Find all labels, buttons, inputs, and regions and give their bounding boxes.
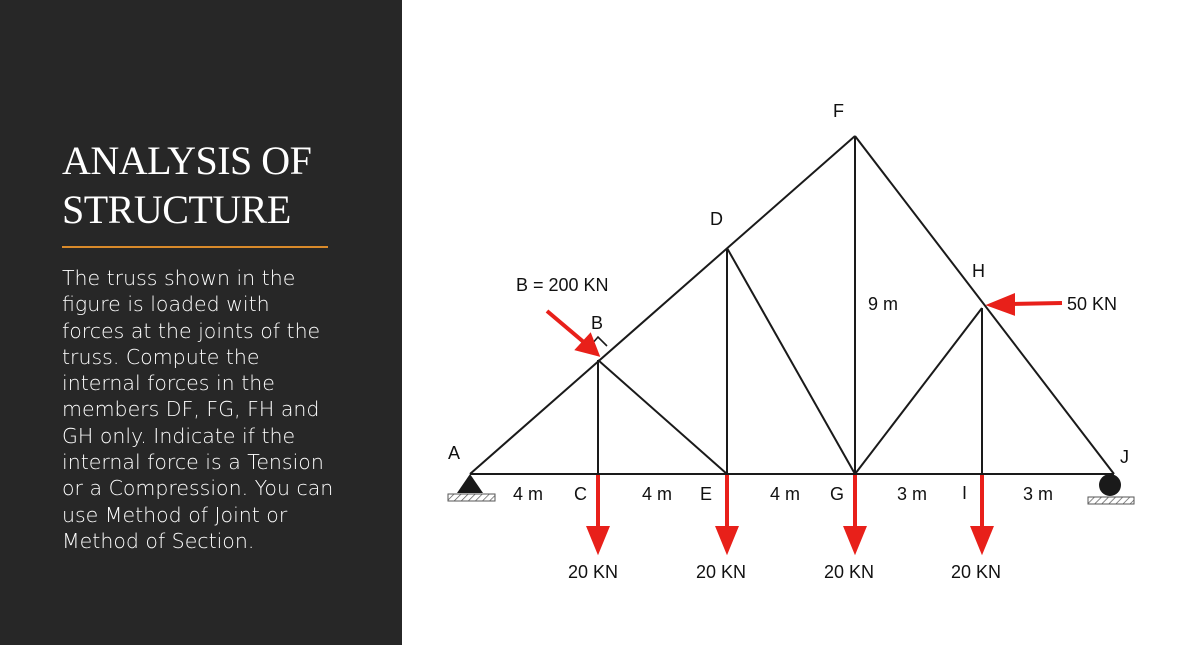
joint-label-A: A [448,443,461,463]
body-line: figure is loaded with [62,292,270,317]
body-line: or a Compression. You can [62,476,334,501]
body-line: internal force is a Tension [62,450,324,475]
body-line: members DF, FG, FH and [62,397,320,422]
load-arrow-B [547,311,586,344]
load-labels [516,275,1117,582]
joint-label-C: C [574,484,587,504]
load-label-E: 20 KN [696,562,747,582]
problem-statement [62,265,382,554]
joint-label-E: E [700,484,713,504]
loads [547,296,1062,550]
load-label-B: B = 200 KN [516,275,609,295]
dimension-CE: 4 m [642,484,673,504]
member-DG [727,248,855,474]
title-line-1: ANALYSIS OF [62,138,312,183]
truss-diagram [402,0,1200,645]
load-label-C: 20 KN [568,562,619,582]
body-line: Method of Section. [62,528,255,553]
joint-label-D: D [710,209,723,229]
dimension-EG: 4 m [770,484,801,504]
joint-label-B: B [591,313,604,333]
pin-support-icon [448,474,495,501]
title-divider [62,246,328,248]
dimension-AC: 4 m [513,484,544,504]
load-label-H: 50 KN [1067,294,1118,314]
dimension-IJ: 3 m [1023,484,1054,504]
roller-support-icon [1088,474,1134,504]
slide-title [62,136,382,234]
member-GH [855,308,982,474]
load-label-I: 20 KN [951,562,1002,582]
truss-svg [402,0,1200,645]
body-line: The truss shown in the [62,266,296,290]
load-arrow-H [1010,303,1062,304]
joint-label-G: G [830,484,845,504]
joint-label-F: F [833,101,844,121]
body-line: use Method of Joint or [62,502,288,527]
joint-label-J: J [1120,447,1129,467]
member-BE [598,360,727,474]
dimension-height: 9 m [868,294,899,314]
body-line: forces at the joints of the [62,318,321,343]
body-line: truss. Compute the [62,344,260,369]
body-line: internal forces in the [62,371,275,396]
joint-label-I: I [962,483,968,503]
dimension-GI: 3 m [897,484,928,504]
member-AF-top-chord [470,136,855,474]
title-line-2: STRUCTURE [62,187,291,232]
joint-label-H: H [972,261,985,281]
load-label-G: 20 KN [824,562,875,582]
body-line: GH only. Indicate if the [62,423,296,448]
left-panel [0,0,402,645]
